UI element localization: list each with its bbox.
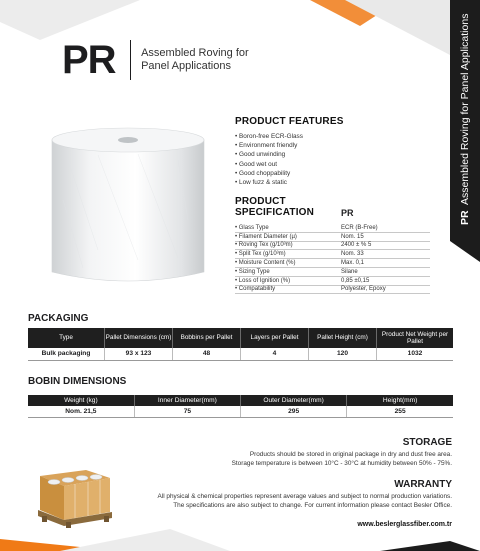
spec-row [235, 277, 430, 286]
spec-value: 2400 ± % 5 [341, 242, 372, 249]
storage-line: Storage temperature is between 10°C - 30°C at humidity between 50% - 75%. [231, 459, 452, 467]
spec-value: Polyester, Epoxy [341, 286, 386, 293]
table-cell: 93 x 123 [105, 348, 173, 360]
spec-row [235, 259, 430, 268]
packaging-table [28, 328, 453, 361]
table-cell: 120 [309, 348, 377, 360]
spec-row [235, 224, 430, 233]
feature-item: • Good choppability [235, 169, 291, 177]
spec-value: Nom. 15 [341, 233, 364, 240]
spec-value: Nom. 33 [341, 251, 364, 258]
feature-item: • Good unwinding [235, 151, 286, 159]
product-features [235, 116, 430, 187]
feature-item: • Environment friendly [235, 142, 298, 150]
spec-row [235, 286, 430, 295]
table-row [28, 406, 453, 417]
spec-value: Silane [341, 268, 358, 275]
table-cell: 4 [241, 348, 309, 360]
column-header: Product Net Weight per Pallet [377, 328, 454, 348]
packaging-title: PACKAGING [28, 313, 89, 324]
spec-label: • Loss of Ignition (%) [235, 277, 291, 284]
website-link[interactable]: www.beslerglassfiber.com.tr [357, 521, 452, 528]
column-header: Layers per Pallet [241, 328, 309, 348]
features-title: PRODUCT FEATURES [235, 116, 344, 127]
spec-row [235, 268, 430, 277]
feature-item: • Good wet out [235, 160, 278, 168]
spec-value: 0,85 ±0,15 [341, 277, 370, 284]
spec-label: • Compatability [235, 286, 276, 293]
spec-value: ECR (B-Free) [341, 224, 378, 231]
storage-line: Products should be stored in original package in dry and dust free area. [249, 451, 452, 458]
table-cell: Nom. 21,5 [28, 406, 134, 417]
warranty-line: The specifications are also subject to change. For current information please contact Besler Office. [173, 501, 452, 509]
feature-item: • Boron-free ECR-Glass [235, 133, 303, 140]
side-band-text [454, 10, 476, 225]
spec-label: • Glass Type [235, 224, 269, 231]
spec-label: • Split Tex (g/10³m) [235, 251, 286, 258]
spec-value: Max. 0,1 [341, 260, 365, 267]
product-code: PR [62, 38, 116, 82]
spec-row [235, 233, 430, 242]
table-cell: 48 [173, 348, 241, 360]
side-band-title: Assembled Roving for Panel Applications [459, 13, 471, 206]
spec-title-line2: SPECIFICATION [235, 207, 315, 218]
column-header: Type [28, 328, 105, 348]
table-row [28, 348, 453, 360]
product-specification [235, 196, 430, 294]
bobbin-table [28, 395, 453, 418]
feature-item: • Low fuzz & static [235, 179, 287, 187]
spec-title-line1: PRODUCT [235, 196, 286, 207]
table-header-row [28, 328, 453, 348]
table-cell: 255 [347, 406, 453, 417]
product-subtitle: Assembled Roving for Panel Applications [141, 47, 249, 72]
spec-label: • Filament Diameter (µ) [235, 233, 297, 240]
header-divider [130, 40, 132, 80]
warranty-title: WARRANTY [394, 479, 452, 490]
spec-rows [235, 224, 430, 294]
table-cell: 295 [241, 406, 347, 417]
header [62, 40, 251, 80]
table-header-row [28, 395, 453, 406]
column-header: Inner Diameter(mm) [134, 395, 240, 406]
side-band-code: PR [459, 210, 471, 225]
warranty-line: All physical & chemical properties represent average values and subject to normal production variations. [157, 493, 452, 500]
warranty-text [92, 493, 452, 510]
storage-title: STORAGE [402, 437, 452, 448]
roving-bobbin-image [38, 120, 218, 290]
spec-label: • Sizing Type [235, 268, 270, 275]
table-cell: 1032 [377, 348, 454, 360]
spec-header [235, 196, 430, 218]
spec-label: • Roving Tex (g/10³m) [235, 242, 293, 249]
features-list [235, 132, 430, 187]
column-header: Bobbins per Pallet [173, 328, 241, 348]
spec-label: • Moisture Content (%) [235, 260, 296, 267]
spec-column-header: PR [341, 208, 354, 218]
column-header: Height(mm) [347, 395, 453, 406]
column-header: Pallet Height (cm) [309, 328, 377, 348]
column-header: Pallet Dimensions (cm) [105, 328, 173, 348]
table-cell: 75 [134, 406, 240, 417]
bobbin-title: BOBIN DIMENSIONS [28, 376, 127, 387]
storage-text [122, 451, 452, 468]
spec-row [235, 250, 430, 259]
spec-title [235, 196, 341, 218]
column-header: Weight (kg) [28, 395, 134, 406]
column-header: Outer Diameter(mm) [241, 395, 347, 406]
table-cell: Bulk packaging [28, 348, 105, 360]
spec-row [235, 242, 430, 251]
